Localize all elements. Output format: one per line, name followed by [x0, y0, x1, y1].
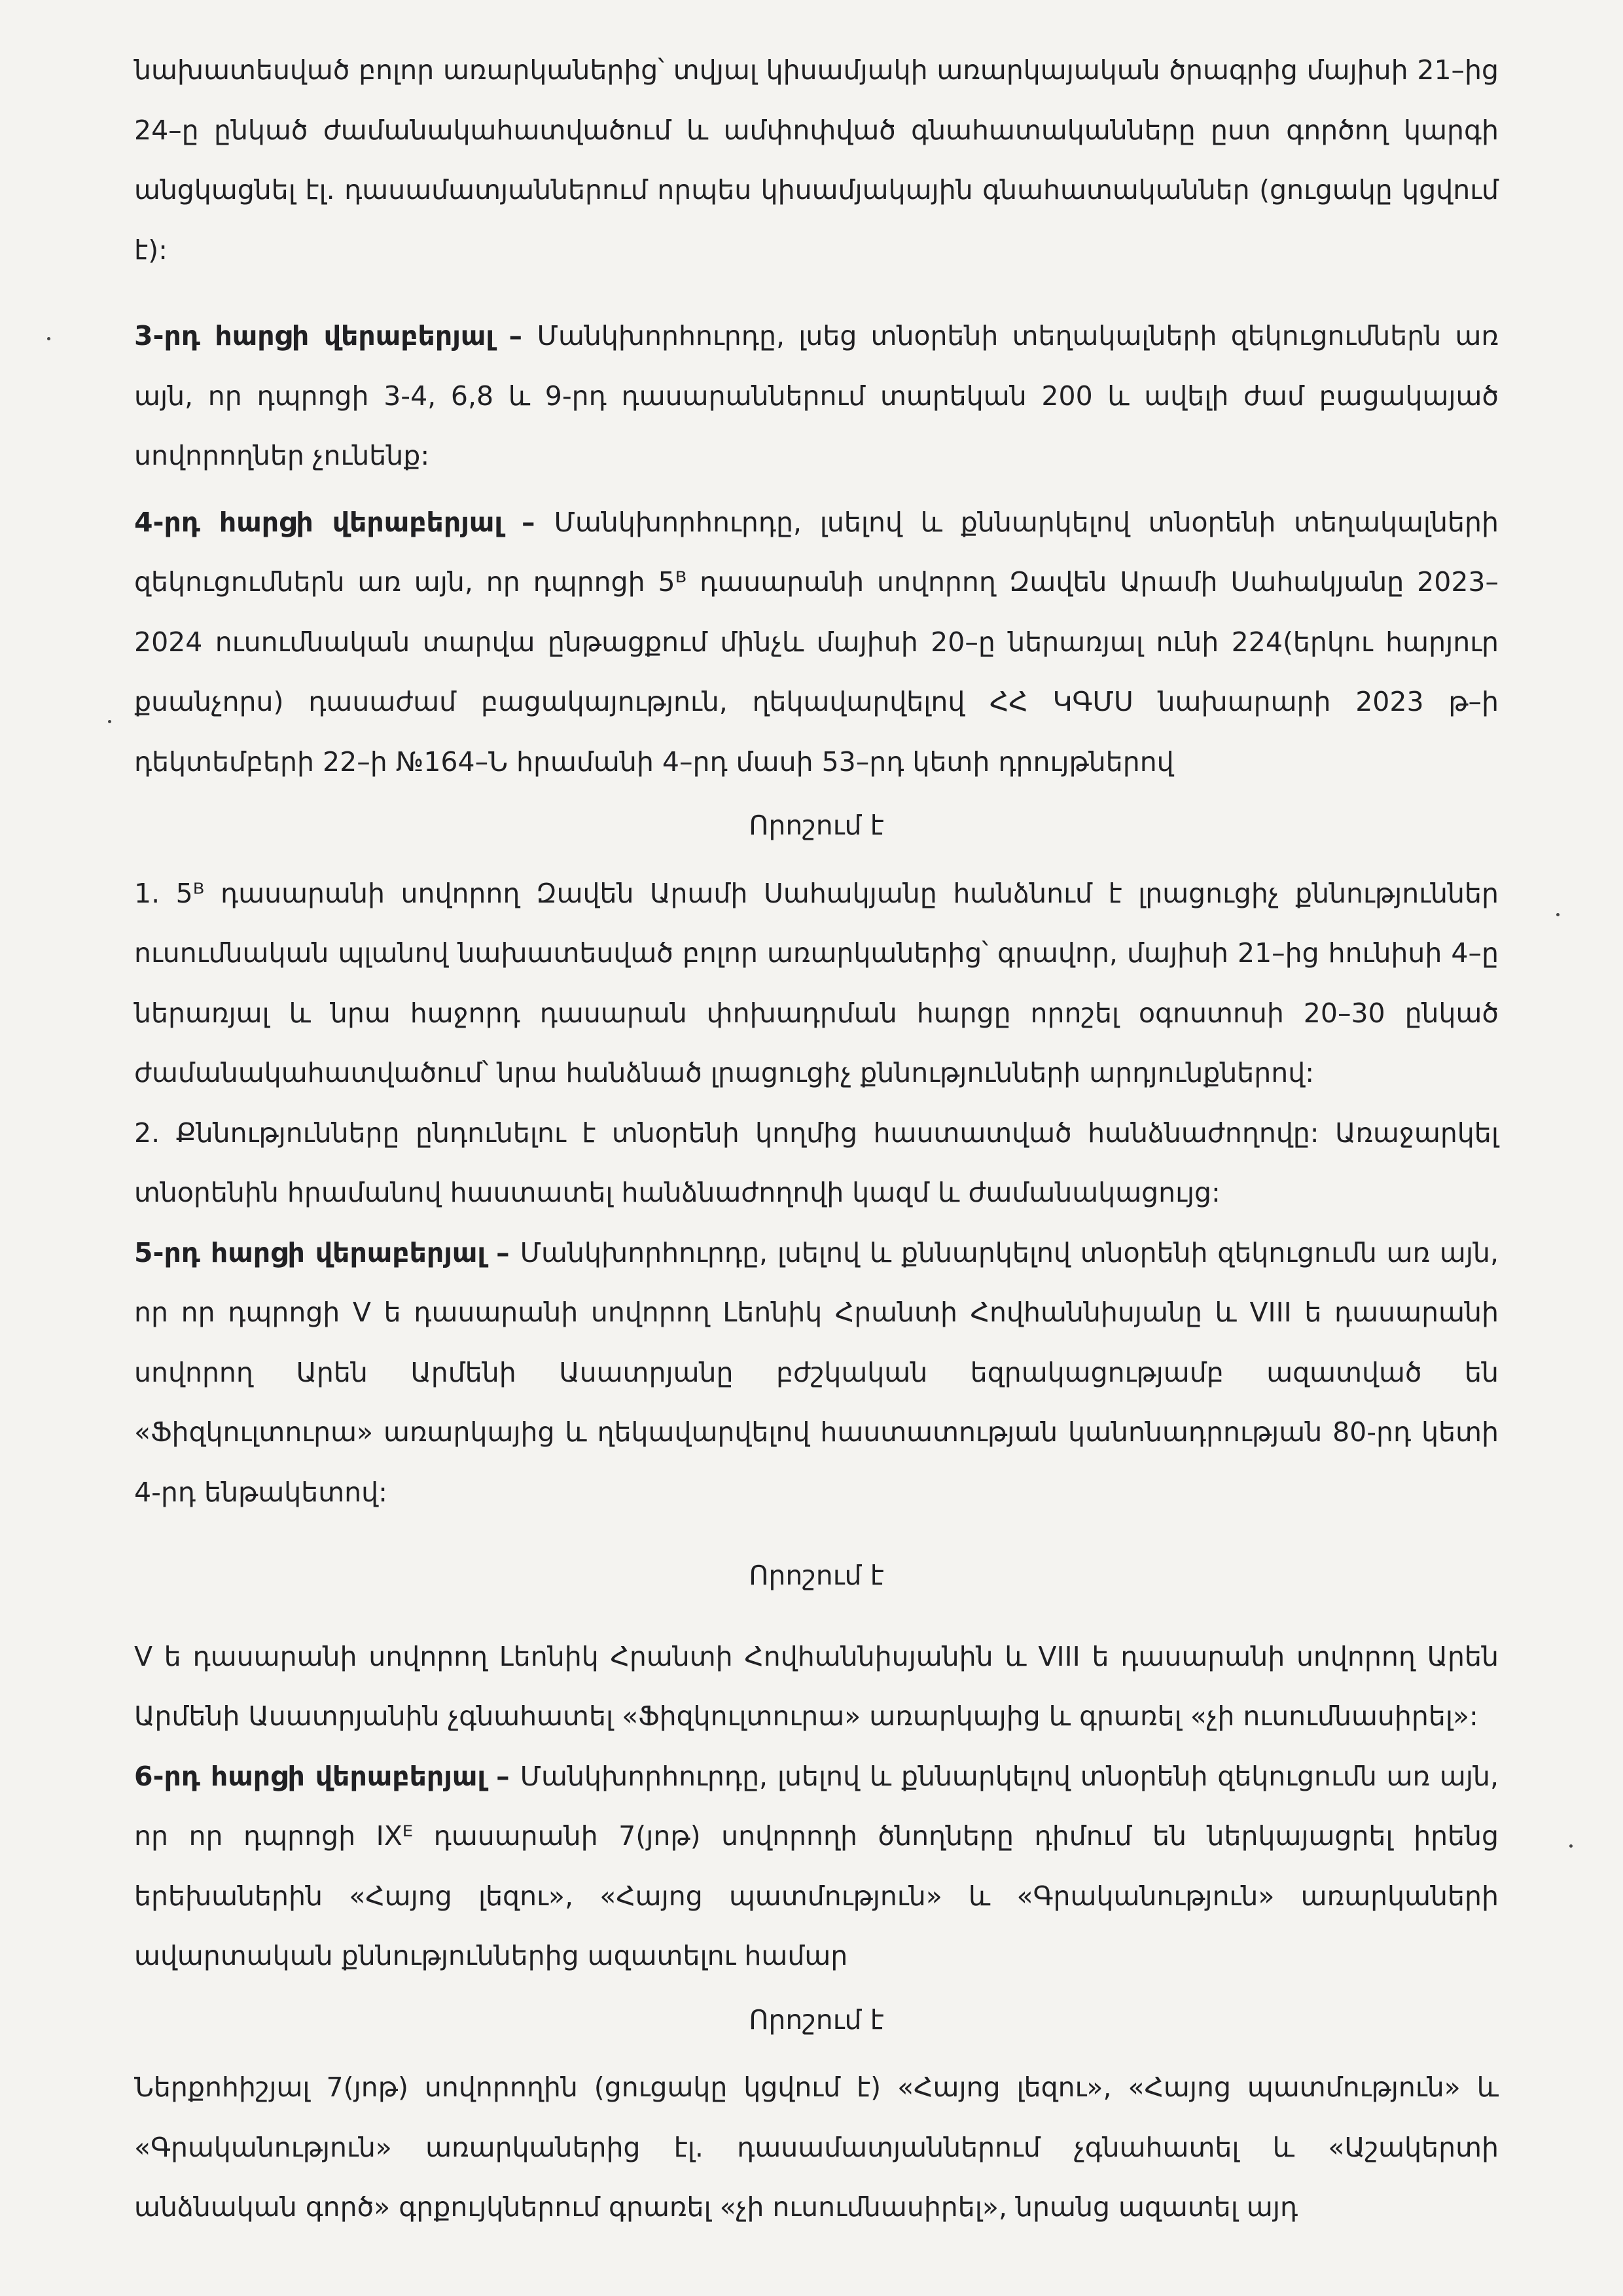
decision-point-2 — [134, 1103, 1499, 1223]
paragraph-text: Մանկխորհուրդը, լսելով և քննարկելով տնօրենի տեղակալների զեկուցումներն առ այն, որ դպրոցի 5ᴮ դասարանի սովորող Զավեն Արամի Սահակյանը 2023–2024 ուսումնական տարվա ընթացքում մինչև մայիսի 20–ը ներառյալ ունի 224(երկու հարյուր քսանչորս) դասաժամ բացակայություն, ղեկավարվելով ՀՀ ԿԳՄՍ նախարարի 2023 թ–ի դեկտեմբերի 22–ի №164–Ն հրամանի 4–րդ մասի 53–րդ կետի դրույթներով — [134, 506, 1499, 778]
paragraph-text: Մանկխորհուրդը, լսելով և քննարկելով տնօրենի զեկուցումն առ այն, որ որ դպրոցի IXᴱ դասարանի 7(յոթ) սովորողի ծնողները դիմում են ներկայացրել իրենց երեխաներին «Հայոց լեզու», «Հայոց պատմություն» և «Գրականություն» առարկաների ավարտական քննություններից ազատելու համար — [134, 1760, 1499, 1971]
item-heading: 6-րդ հարցի վերաբերյալ – — [134, 1760, 520, 1792]
paragraph-text: V ե դասարանի սովորող Լեոնիկ Հրանտի Հովհաննիսյանին և VIII ե դասարանի սովորող Արեն Արմենի Ասատրյանին չգնահատել «Ֆիզկուլտուրա» առարկայից և գրառել «չի ուսումնասիրել»: — [134, 1640, 1499, 1732]
decision-heading: Որոշում է — [749, 810, 884, 841]
paragraph-text: նախատեսված բոլոր առարկաներից՝ տվյալ կիսամյակի առարկայական ծրագրից մայիսի 21–ից 24–ը ընկած ժամանակահատվածում և ամփոփված գնահատականները ըստ գործող կարգի անցկացնել էլ. դասամատյաններում որպես կիսամյակային գնահատականներ (ցուցակը կցվում է): — [134, 54, 1499, 266]
paragraph-gap — [134, 1522, 1499, 1542]
scan-speck — [1569, 1844, 1573, 1848]
item-heading: 3-րդ հարցի վերաբերյալ – — [134, 320, 537, 351]
paragraph-gap — [134, 486, 1499, 493]
paragraph-gap — [134, 1614, 1499, 1627]
paragraph-gap — [134, 280, 1499, 306]
decision-item-5 — [134, 1627, 1499, 1747]
paragraph-item-4 — [134, 493, 1499, 793]
paragraph-text: 1. 5ᴮ դասարանի սովորող Զավեն Արամի Սահակյանը հանձնում է լրացուցիչ քննություններ ուսումնական պլանով նախատեսված բոլոր առարկաներից՝ գրավոր, մայիսի 21–ից հունիսի 4–ը ներառյալ և նրա հաջորդ դասարան փոխադրման հարցը որոշել օգոստոսի 20–30 ընկած ժամանակահատվածում՝ նրա հանձնած լրացուցիչ քննությունների արդյունքներով: — [134, 877, 1499, 1088]
item-heading: 5-րդ հարցի վերաբերյալ – — [134, 1236, 520, 1268]
decision-point-1 — [134, 864, 1499, 1103]
decision-item-6 — [134, 2058, 1499, 2238]
decision-heading: Որոշում է — [749, 2003, 884, 2036]
paragraph-intro-continued — [134, 41, 1499, 280]
scan-speck — [1556, 913, 1560, 916]
paragraph-text: Մանկխորհուրդը, լսեց տնօրենի տեղակալների զեկուցումներն առ այն, որ դպրոցի 3-4, 6,8 և 9-րդ դասարաններում տարեկան 200 և ավելի ժամ բացակայած սովորողներ չունենք: — [134, 320, 1499, 471]
paragraph-item-3 — [134, 306, 1499, 486]
paragraph-text: Ներքոհիշյալ 7(յոթ) սովորողին (ցուցակը կցվում է) «Հայոց լեզու», «Հայոց պատմություն» և «Գրականություն» առարկաներից էլ. դասամատյաններում չգնահատել և «Աշակերտի անձնական գործ» գրքույկներում գրառել «չի ուսումնասիրել», նրանց ազատել այդ — [134, 2072, 1499, 2223]
paragraph-item-6 — [134, 1747, 1499, 1986]
item-heading: 4-րդ հարցի վերաբերյալ – — [134, 506, 554, 538]
paragraph-item-5 — [134, 1223, 1499, 1523]
paragraph-text: 2. Քննությունները ընդունելու է տնօրենի կողմից հաստատված հանձնաժողովը: Առաջարկել տնօրենին հրամանով հաստատել հանձնաժողովի կազմ և ժամանակացույց: — [134, 1117, 1499, 1208]
paragraph-text: Մանկխորհուրդը, լսելով և քննարկելով տնօրենի զեկուցումն առ այն, որ որ դպրոցի V ե դասարանի սովորող Լեոնիկ Հրանտի Հովհաննիսյանը և VIII ե դասարանի սովորող Արեն Արմենի Ասատրյանը բժշկական եզրակացությամբ ազատված են «Ֆիզկուլտուրա» առարկայից և ղեկավարվելով հաստատության կանոնադրության 80-րդ կետի 4-րդ ենթակետով: — [134, 1236, 1499, 1508]
scan-speck — [108, 720, 111, 723]
decision-heading: Որոշում է — [749, 1560, 884, 1591]
document-body — [134, 41, 1499, 2238]
scan-speck — [47, 337, 50, 340]
